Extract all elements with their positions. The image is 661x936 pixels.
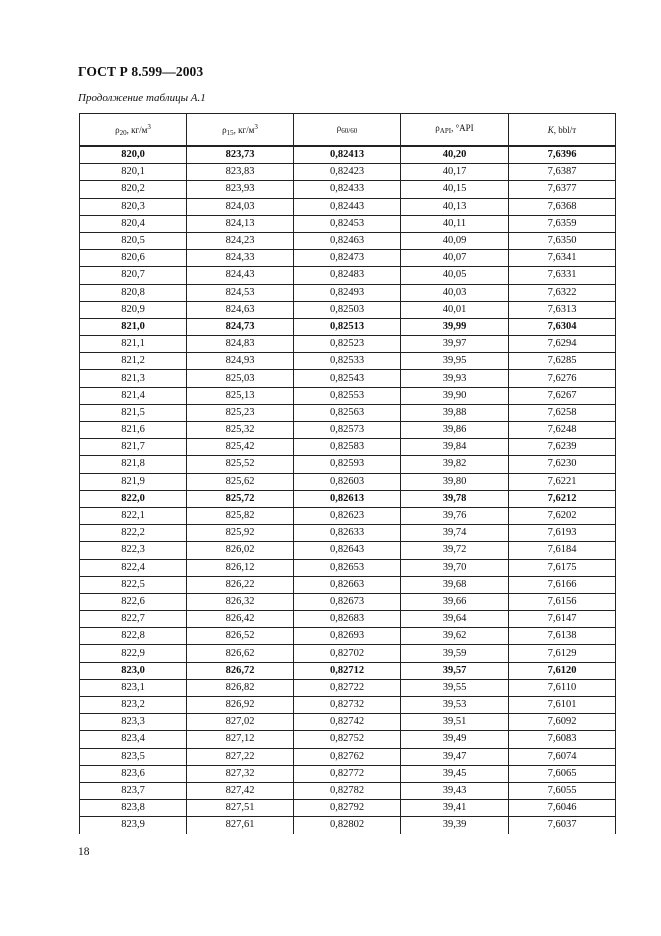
table-cell: 0,82683 xyxy=(294,611,401,628)
table-cell: 7,6120 xyxy=(509,662,616,679)
table-cell: 7,6331 xyxy=(509,267,616,284)
table-cell: 0,82623 xyxy=(294,507,401,524)
table-cell: 7,6074 xyxy=(509,748,616,765)
table-cell: 0,82563 xyxy=(294,404,401,421)
table-cell: 825,03 xyxy=(187,370,294,387)
table-cell: 0,82802 xyxy=(294,817,401,834)
page-number: 18 xyxy=(78,846,90,858)
table-cell: 7,6212 xyxy=(509,490,616,507)
table-cell: 0,82533 xyxy=(294,353,401,370)
table-cell: 0,82423 xyxy=(294,164,401,181)
table-cell: 823,9 xyxy=(80,817,187,834)
table-cell: 7,6184 xyxy=(509,542,616,559)
table-cell: 825,62 xyxy=(187,473,294,490)
table-cell: 821,4 xyxy=(80,387,187,404)
table-row xyxy=(80,353,616,370)
table-cell: 7,6387 xyxy=(509,164,616,181)
table-cell: 822,8 xyxy=(80,628,187,645)
table-cell: 39,88 xyxy=(401,404,509,421)
table-cell: 40,01 xyxy=(401,301,509,318)
table-cell: 0,82593 xyxy=(294,456,401,473)
table-cell: 0,82443 xyxy=(294,198,401,215)
table-cell: 39,53 xyxy=(401,697,509,714)
table-row xyxy=(80,232,616,249)
table-cell: 7,6156 xyxy=(509,593,616,610)
table-cell: 826,42 xyxy=(187,611,294,628)
table-cell: 7,6239 xyxy=(509,439,616,456)
table-cell: 7,6304 xyxy=(509,318,616,335)
table-cell: 824,33 xyxy=(187,250,294,267)
table-cell: 825,72 xyxy=(187,490,294,507)
table-cell: 7,6202 xyxy=(509,507,616,524)
table-cell: 39,64 xyxy=(401,611,509,628)
table-cell: 824,53 xyxy=(187,284,294,301)
table-cell: 7,6065 xyxy=(509,765,616,782)
table-cell: 823,5 xyxy=(80,748,187,765)
table-row xyxy=(80,490,616,507)
table-cell: 0,82583 xyxy=(294,439,401,456)
table-cell: 826,82 xyxy=(187,679,294,696)
table-cell: 39,93 xyxy=(401,370,509,387)
table-cell: 7,6294 xyxy=(509,336,616,353)
table-cell: 827,61 xyxy=(187,817,294,834)
column-header-rho-api: $\rho_{API}$, °API xyxy=(401,114,509,147)
table-cell: 39,41 xyxy=(401,800,509,817)
table-cell: 39,74 xyxy=(401,525,509,542)
table-row xyxy=(80,800,616,817)
table-row xyxy=(80,628,616,645)
table-cell: 0,82493 xyxy=(294,284,401,301)
table-cell: 826,02 xyxy=(187,542,294,559)
table-cell: 820,9 xyxy=(80,301,187,318)
table-cell: 39,68 xyxy=(401,576,509,593)
table-cell: 7,6129 xyxy=(509,645,616,662)
table-cell: 39,70 xyxy=(401,559,509,576)
table-cell: 825,52 xyxy=(187,456,294,473)
table-cell: 39,51 xyxy=(401,714,509,731)
table-cell: 7,6350 xyxy=(509,232,616,249)
table-cell: 40,07 xyxy=(401,250,509,267)
table-row xyxy=(80,748,616,765)
table-row xyxy=(80,817,616,834)
table-cell: 40,09 xyxy=(401,232,509,249)
table-row xyxy=(80,662,616,679)
table-cell: 7,6221 xyxy=(509,473,616,490)
table-cell: 0,82732 xyxy=(294,697,401,714)
table-cell: 827,02 xyxy=(187,714,294,731)
table-cell: 7,6138 xyxy=(509,628,616,645)
table-cell: 39,43 xyxy=(401,782,509,799)
table-cell: 823,6 xyxy=(80,765,187,782)
table-row xyxy=(80,645,616,662)
table-row xyxy=(80,267,616,284)
table-cell: 0,82762 xyxy=(294,748,401,765)
table-row xyxy=(80,422,616,439)
table-cell: 7,6083 xyxy=(509,731,616,748)
table-cell: 823,4 xyxy=(80,731,187,748)
table-row xyxy=(80,714,616,731)
table-cell: 39,39 xyxy=(401,817,509,834)
table-cell: 0,82643 xyxy=(294,542,401,559)
table-cell: 820,5 xyxy=(80,232,187,249)
table-cell: 7,6248 xyxy=(509,422,616,439)
table-cell: 7,6230 xyxy=(509,456,616,473)
table-row xyxy=(80,611,616,628)
table-cell: 39,49 xyxy=(401,731,509,748)
table-cell: 39,59 xyxy=(401,645,509,662)
table-cell: 40,15 xyxy=(401,181,509,198)
table-row xyxy=(80,576,616,593)
table-cell: 7,6092 xyxy=(509,714,616,731)
table-cell: 0,82702 xyxy=(294,645,401,662)
table-cell: 825,42 xyxy=(187,439,294,456)
table-row xyxy=(80,370,616,387)
table-cell: 0,82473 xyxy=(294,250,401,267)
table-cell: 821,1 xyxy=(80,336,187,353)
table-cell: 0,82693 xyxy=(294,628,401,645)
table-cell: 825,82 xyxy=(187,507,294,524)
table-row xyxy=(80,318,616,335)
table-cell: 0,82463 xyxy=(294,232,401,249)
table-cell: 40,20 xyxy=(401,146,509,164)
table-row xyxy=(80,387,616,404)
table-row xyxy=(80,473,616,490)
table-cell: 39,57 xyxy=(401,662,509,679)
table-cell: 39,82 xyxy=(401,456,509,473)
table-cell: 820,6 xyxy=(80,250,187,267)
table-cell: 0,82513 xyxy=(294,318,401,335)
table-cell: 820,7 xyxy=(80,267,187,284)
table-cell: 823,3 xyxy=(80,714,187,731)
table-cell: 39,47 xyxy=(401,748,509,765)
document-title: ГОСТ Р 8.599—2003 xyxy=(78,64,204,79)
table-cell: 826,72 xyxy=(187,662,294,679)
table-cell: 0,82543 xyxy=(294,370,401,387)
table-cell: 823,8 xyxy=(80,800,187,817)
table-cell: 820,3 xyxy=(80,198,187,215)
table-cell: 821,3 xyxy=(80,370,187,387)
table-cell: 40,05 xyxy=(401,267,509,284)
table-cell: 39,66 xyxy=(401,593,509,610)
table-cell: 822,9 xyxy=(80,645,187,662)
table-cell: 821,9 xyxy=(80,473,187,490)
table-cell: 39,86 xyxy=(401,422,509,439)
table-cell: 820,2 xyxy=(80,181,187,198)
table-cell: 825,23 xyxy=(187,404,294,421)
table-cell: 0,82603 xyxy=(294,473,401,490)
table-cell: 826,32 xyxy=(187,593,294,610)
table-cell: 39,45 xyxy=(401,765,509,782)
table-cell: 39,76 xyxy=(401,507,509,524)
table-cell: 0,82483 xyxy=(294,267,401,284)
table-cell: 823,73 xyxy=(187,146,294,164)
table-cell: 39,55 xyxy=(401,679,509,696)
table-row xyxy=(80,782,616,799)
table-row xyxy=(80,164,616,181)
table-cell: 0,82712 xyxy=(294,662,401,679)
table-cell: 827,32 xyxy=(187,765,294,782)
table-cell: 822,3 xyxy=(80,542,187,559)
table-cell: 826,22 xyxy=(187,576,294,593)
table-cell: 7,6166 xyxy=(509,576,616,593)
table-cell: 0,82433 xyxy=(294,181,401,198)
table-cell: 0,82782 xyxy=(294,782,401,799)
table-row xyxy=(80,215,616,232)
table-cell: 825,32 xyxy=(187,422,294,439)
table-cell: 826,62 xyxy=(187,645,294,662)
table-cell: 824,93 xyxy=(187,353,294,370)
table-cell: 7,6147 xyxy=(509,611,616,628)
table-cell: 826,52 xyxy=(187,628,294,645)
table-row xyxy=(80,507,616,524)
table-cell: 7,6285 xyxy=(509,353,616,370)
density-table xyxy=(79,113,616,834)
table-row xyxy=(80,284,616,301)
table-row xyxy=(80,559,616,576)
table-caption: Продолжение таблицы А.1 xyxy=(78,92,206,104)
table-cell: 0,82413 xyxy=(294,146,401,164)
table-cell: 822,0 xyxy=(80,490,187,507)
table-cell: 0,82503 xyxy=(294,301,401,318)
table-row xyxy=(80,456,616,473)
table-row xyxy=(80,404,616,421)
table-cell: 0,82453 xyxy=(294,215,401,232)
table-cell: 822,4 xyxy=(80,559,187,576)
table-row xyxy=(80,301,616,318)
table-cell: 823,1 xyxy=(80,679,187,696)
table-cell: 7,6322 xyxy=(509,284,616,301)
table-row xyxy=(80,731,616,748)
table-cell: 40,03 xyxy=(401,284,509,301)
table-cell: 826,92 xyxy=(187,697,294,714)
column-header-rho60: $\rho_{60/60}$ xyxy=(294,114,401,147)
table-cell: 7,6359 xyxy=(509,215,616,232)
table-cell: 39,95 xyxy=(401,353,509,370)
table-row xyxy=(80,336,616,353)
table-cell: 7,6377 xyxy=(509,181,616,198)
table-cell: 821,8 xyxy=(80,456,187,473)
column-header-rho15: $\rho_{15}$, $кг/м^3$ xyxy=(187,114,294,147)
table-cell: 0,82673 xyxy=(294,593,401,610)
table-cell: 39,78 xyxy=(401,490,509,507)
table-cell: 825,92 xyxy=(187,525,294,542)
table-row xyxy=(80,525,616,542)
table-row xyxy=(80,181,616,198)
table-cell: 822,2 xyxy=(80,525,187,542)
table-cell: 40,11 xyxy=(401,215,509,232)
table-cell: 820,1 xyxy=(80,164,187,181)
table-cell: 7,6175 xyxy=(509,559,616,576)
table-cell: 822,1 xyxy=(80,507,187,524)
table-cell: 820,8 xyxy=(80,284,187,301)
table-cell: 0,82653 xyxy=(294,559,401,576)
table-cell: 826,12 xyxy=(187,559,294,576)
table-cell: 7,6193 xyxy=(509,525,616,542)
table-cell: 0,82553 xyxy=(294,387,401,404)
table-cell: 7,6055 xyxy=(509,782,616,799)
table-cell: 39,80 xyxy=(401,473,509,490)
table-cell: 820,4 xyxy=(80,215,187,232)
table-cell: 827,51 xyxy=(187,800,294,817)
table-cell: 827,42 xyxy=(187,782,294,799)
table-cell: 39,62 xyxy=(401,628,509,645)
column-header-rho20: $\rho_{20}$, $кг/м^3$ xyxy=(80,114,187,147)
table-cell: 822,7 xyxy=(80,611,187,628)
table-cell: 823,2 xyxy=(80,697,187,714)
table-cell: 822,5 xyxy=(80,576,187,593)
table-cell: 7,6037 xyxy=(509,817,616,834)
table-cell: 40,17 xyxy=(401,164,509,181)
table-cell: 821,5 xyxy=(80,404,187,421)
column-header-k: K, bbl/т xyxy=(509,114,616,147)
table-cell: 7,6046 xyxy=(509,800,616,817)
table-cell: 824,83 xyxy=(187,336,294,353)
table-cell: 7,6110 xyxy=(509,679,616,696)
table-cell: 824,13 xyxy=(187,215,294,232)
table-cell: 821,0 xyxy=(80,318,187,335)
table-cell: 0,82722 xyxy=(294,679,401,696)
table-cell: 39,84 xyxy=(401,439,509,456)
table-cell: 7,6313 xyxy=(509,301,616,318)
table-cell: 823,93 xyxy=(187,181,294,198)
table-cell: 0,82613 xyxy=(294,490,401,507)
table-cell: 822,6 xyxy=(80,593,187,610)
table-cell: 0,82752 xyxy=(294,731,401,748)
table-cell: 0,82523 xyxy=(294,336,401,353)
table-row xyxy=(80,146,616,164)
table-cell: 827,12 xyxy=(187,731,294,748)
table-cell: 0,82633 xyxy=(294,525,401,542)
table-cell: 824,43 xyxy=(187,267,294,284)
table-cell: 7,6396 xyxy=(509,146,616,164)
table-cell: 821,2 xyxy=(80,353,187,370)
table-row xyxy=(80,542,616,559)
table-cell: 39,99 xyxy=(401,318,509,335)
table-cell: 40,13 xyxy=(401,198,509,215)
table-cell: 823,0 xyxy=(80,662,187,679)
table-row xyxy=(80,439,616,456)
table-row xyxy=(80,697,616,714)
table-cell: 823,7 xyxy=(80,782,187,799)
table-cell: 7,6341 xyxy=(509,250,616,267)
table-cell: 0,82663 xyxy=(294,576,401,593)
table-cell: 39,90 xyxy=(401,387,509,404)
table-cell: 0,82772 xyxy=(294,765,401,782)
table-cell: 0,82573 xyxy=(294,422,401,439)
table-cell: 7,6276 xyxy=(509,370,616,387)
table-cell: 821,7 xyxy=(80,439,187,456)
table-header-row xyxy=(80,114,616,147)
table-row xyxy=(80,765,616,782)
table-cell: 7,6267 xyxy=(509,387,616,404)
table-row xyxy=(80,593,616,610)
table-cell: 39,72 xyxy=(401,542,509,559)
table-cell: 7,6368 xyxy=(509,198,616,215)
table-cell: 821,6 xyxy=(80,422,187,439)
table-cell: 7,6101 xyxy=(509,697,616,714)
table-cell: 0,82792 xyxy=(294,800,401,817)
table-row xyxy=(80,679,616,696)
table-cell: 825,13 xyxy=(187,387,294,404)
table-cell: 820,0 xyxy=(80,146,187,164)
table-cell: 39,97 xyxy=(401,336,509,353)
table-cell: 827,22 xyxy=(187,748,294,765)
table-cell: 0,82742 xyxy=(294,714,401,731)
table-cell: 7,6258 xyxy=(509,404,616,421)
table-row xyxy=(80,198,616,215)
table-cell: 823,83 xyxy=(187,164,294,181)
table-cell: 824,73 xyxy=(187,318,294,335)
table-cell: 824,23 xyxy=(187,232,294,249)
table-cell: 824,03 xyxy=(187,198,294,215)
table-row xyxy=(80,250,616,267)
table-cell: 824,63 xyxy=(187,301,294,318)
